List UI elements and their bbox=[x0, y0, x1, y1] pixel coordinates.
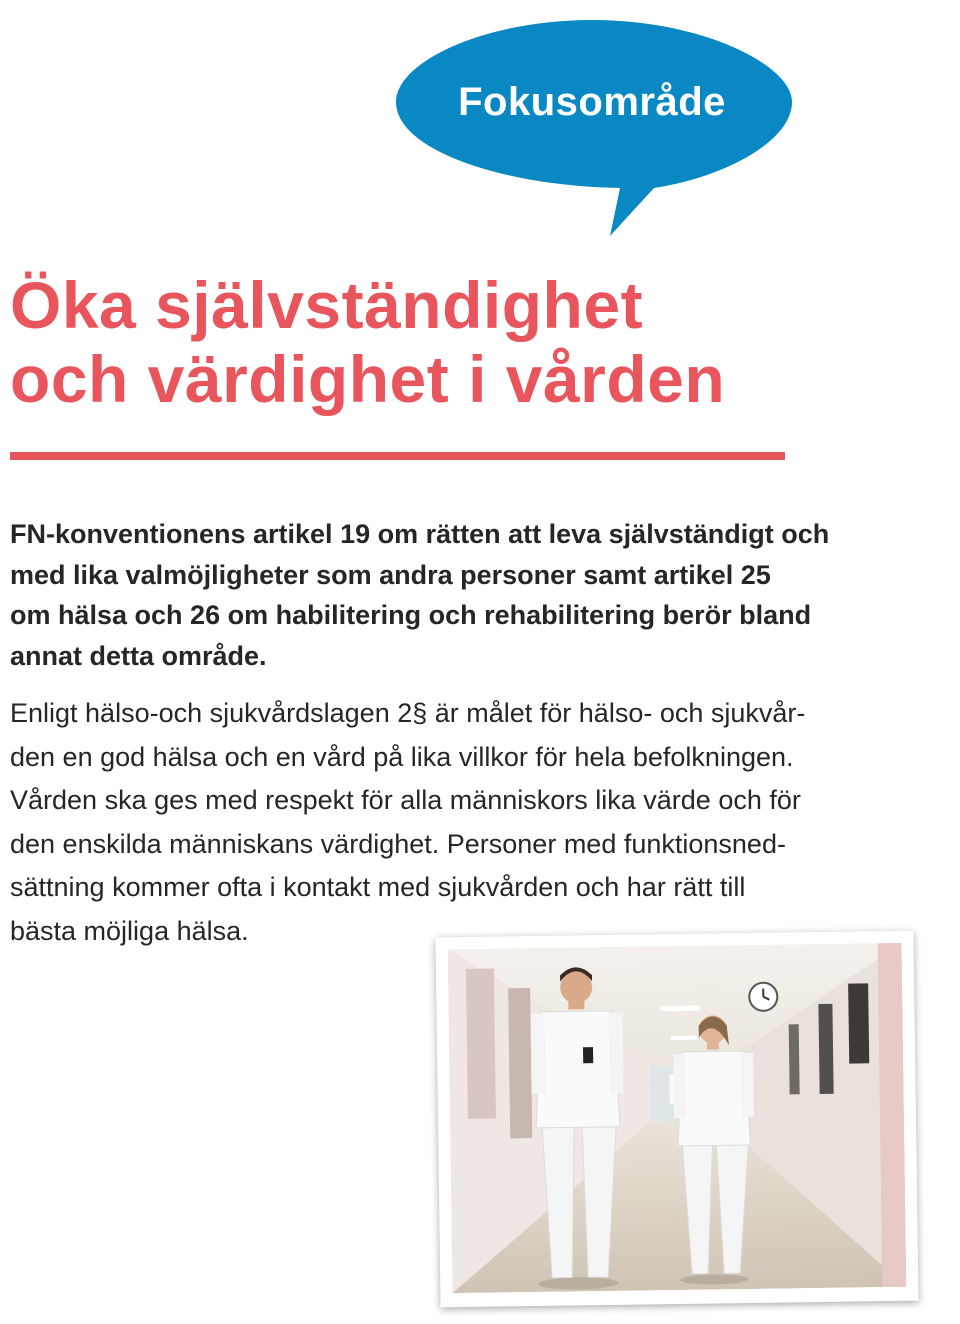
body-line: bästa möjliga hälsa. bbox=[10, 915, 249, 946]
lead-paragraph bbox=[10, 514, 950, 676]
lead-line: annat detta område. bbox=[10, 640, 267, 671]
body-line: Vården ska ges med respekt för alla människors lika värde och för bbox=[10, 785, 801, 815]
body-line: Enligt hälso-och sjukvårdslagen 2§ är målet för hälso- och sjukvår- bbox=[10, 698, 806, 728]
page-title-line-1: Öka självständighet bbox=[10, 268, 644, 342]
body-line: sättning kommer ofta i kontakt med sjukvården och har rätt till bbox=[10, 872, 746, 902]
page-title bbox=[10, 268, 910, 416]
lead-line: med lika valmöjligheter som andra personer samt artikel 25 bbox=[10, 559, 771, 590]
body-paragraph bbox=[10, 692, 955, 953]
lead-line: FN-konventionens artikel 19 om rätten att leva självständigt och bbox=[10, 519, 830, 549]
title-divider bbox=[10, 452, 785, 460]
lead-line: om hälsa och 26 om habilitering och rehabilitering berör bland bbox=[10, 600, 812, 630]
speech-bubble-shape bbox=[392, 10, 802, 240]
photo-frame bbox=[435, 931, 918, 1308]
hospital-corridor-photo bbox=[448, 943, 907, 1293]
corridor-illustration bbox=[448, 943, 907, 1293]
page-title-line-2: och värdighet i vården bbox=[10, 342, 726, 416]
body-line: den en god hälsa och en vård på lika villkor för hela befolkningen. bbox=[10, 741, 794, 772]
focus-area-label: Fokusområde bbox=[458, 80, 726, 124]
focus-area-bubble bbox=[392, 10, 802, 240]
body-line: den enskilda människans värdighet. Personer med funktionsned- bbox=[10, 828, 786, 859]
